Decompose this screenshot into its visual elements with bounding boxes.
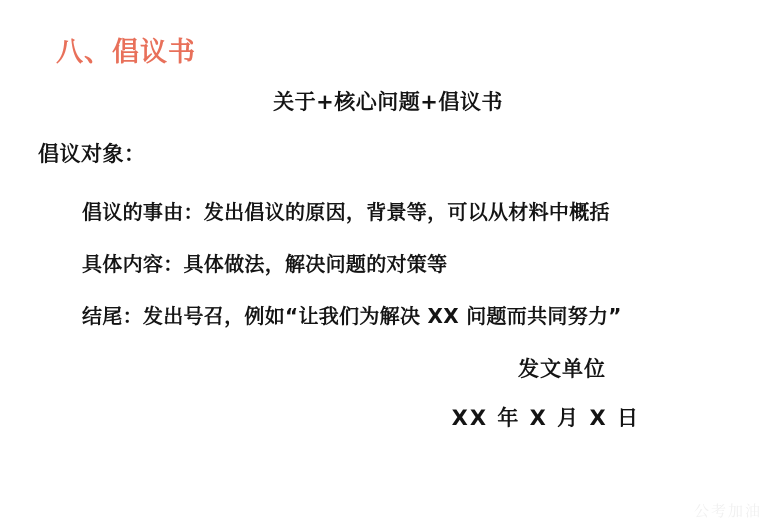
body-line-closing: 结尾：发出号召，例如“让我们为解决 XX 问题而共同努力”: [82, 304, 622, 328]
addressee-label: 倡议对象：: [38, 142, 146, 166]
body-line-reason: 倡议的事由：发出倡议的原因，背景等，可以从材料中概括: [82, 200, 610, 224]
document-title: 关于+核心问题+倡议书: [273, 90, 503, 114]
signature-line: 发文单位: [518, 357, 606, 381]
section-heading: 八、倡议书: [56, 37, 196, 68]
body-line-content: 具体内容：具体做法，解决问题的对策等: [82, 252, 448, 276]
date-line: XX 年 X 月 X 日: [451, 406, 640, 430]
watermark-text: 公考加油: [693, 502, 762, 520]
